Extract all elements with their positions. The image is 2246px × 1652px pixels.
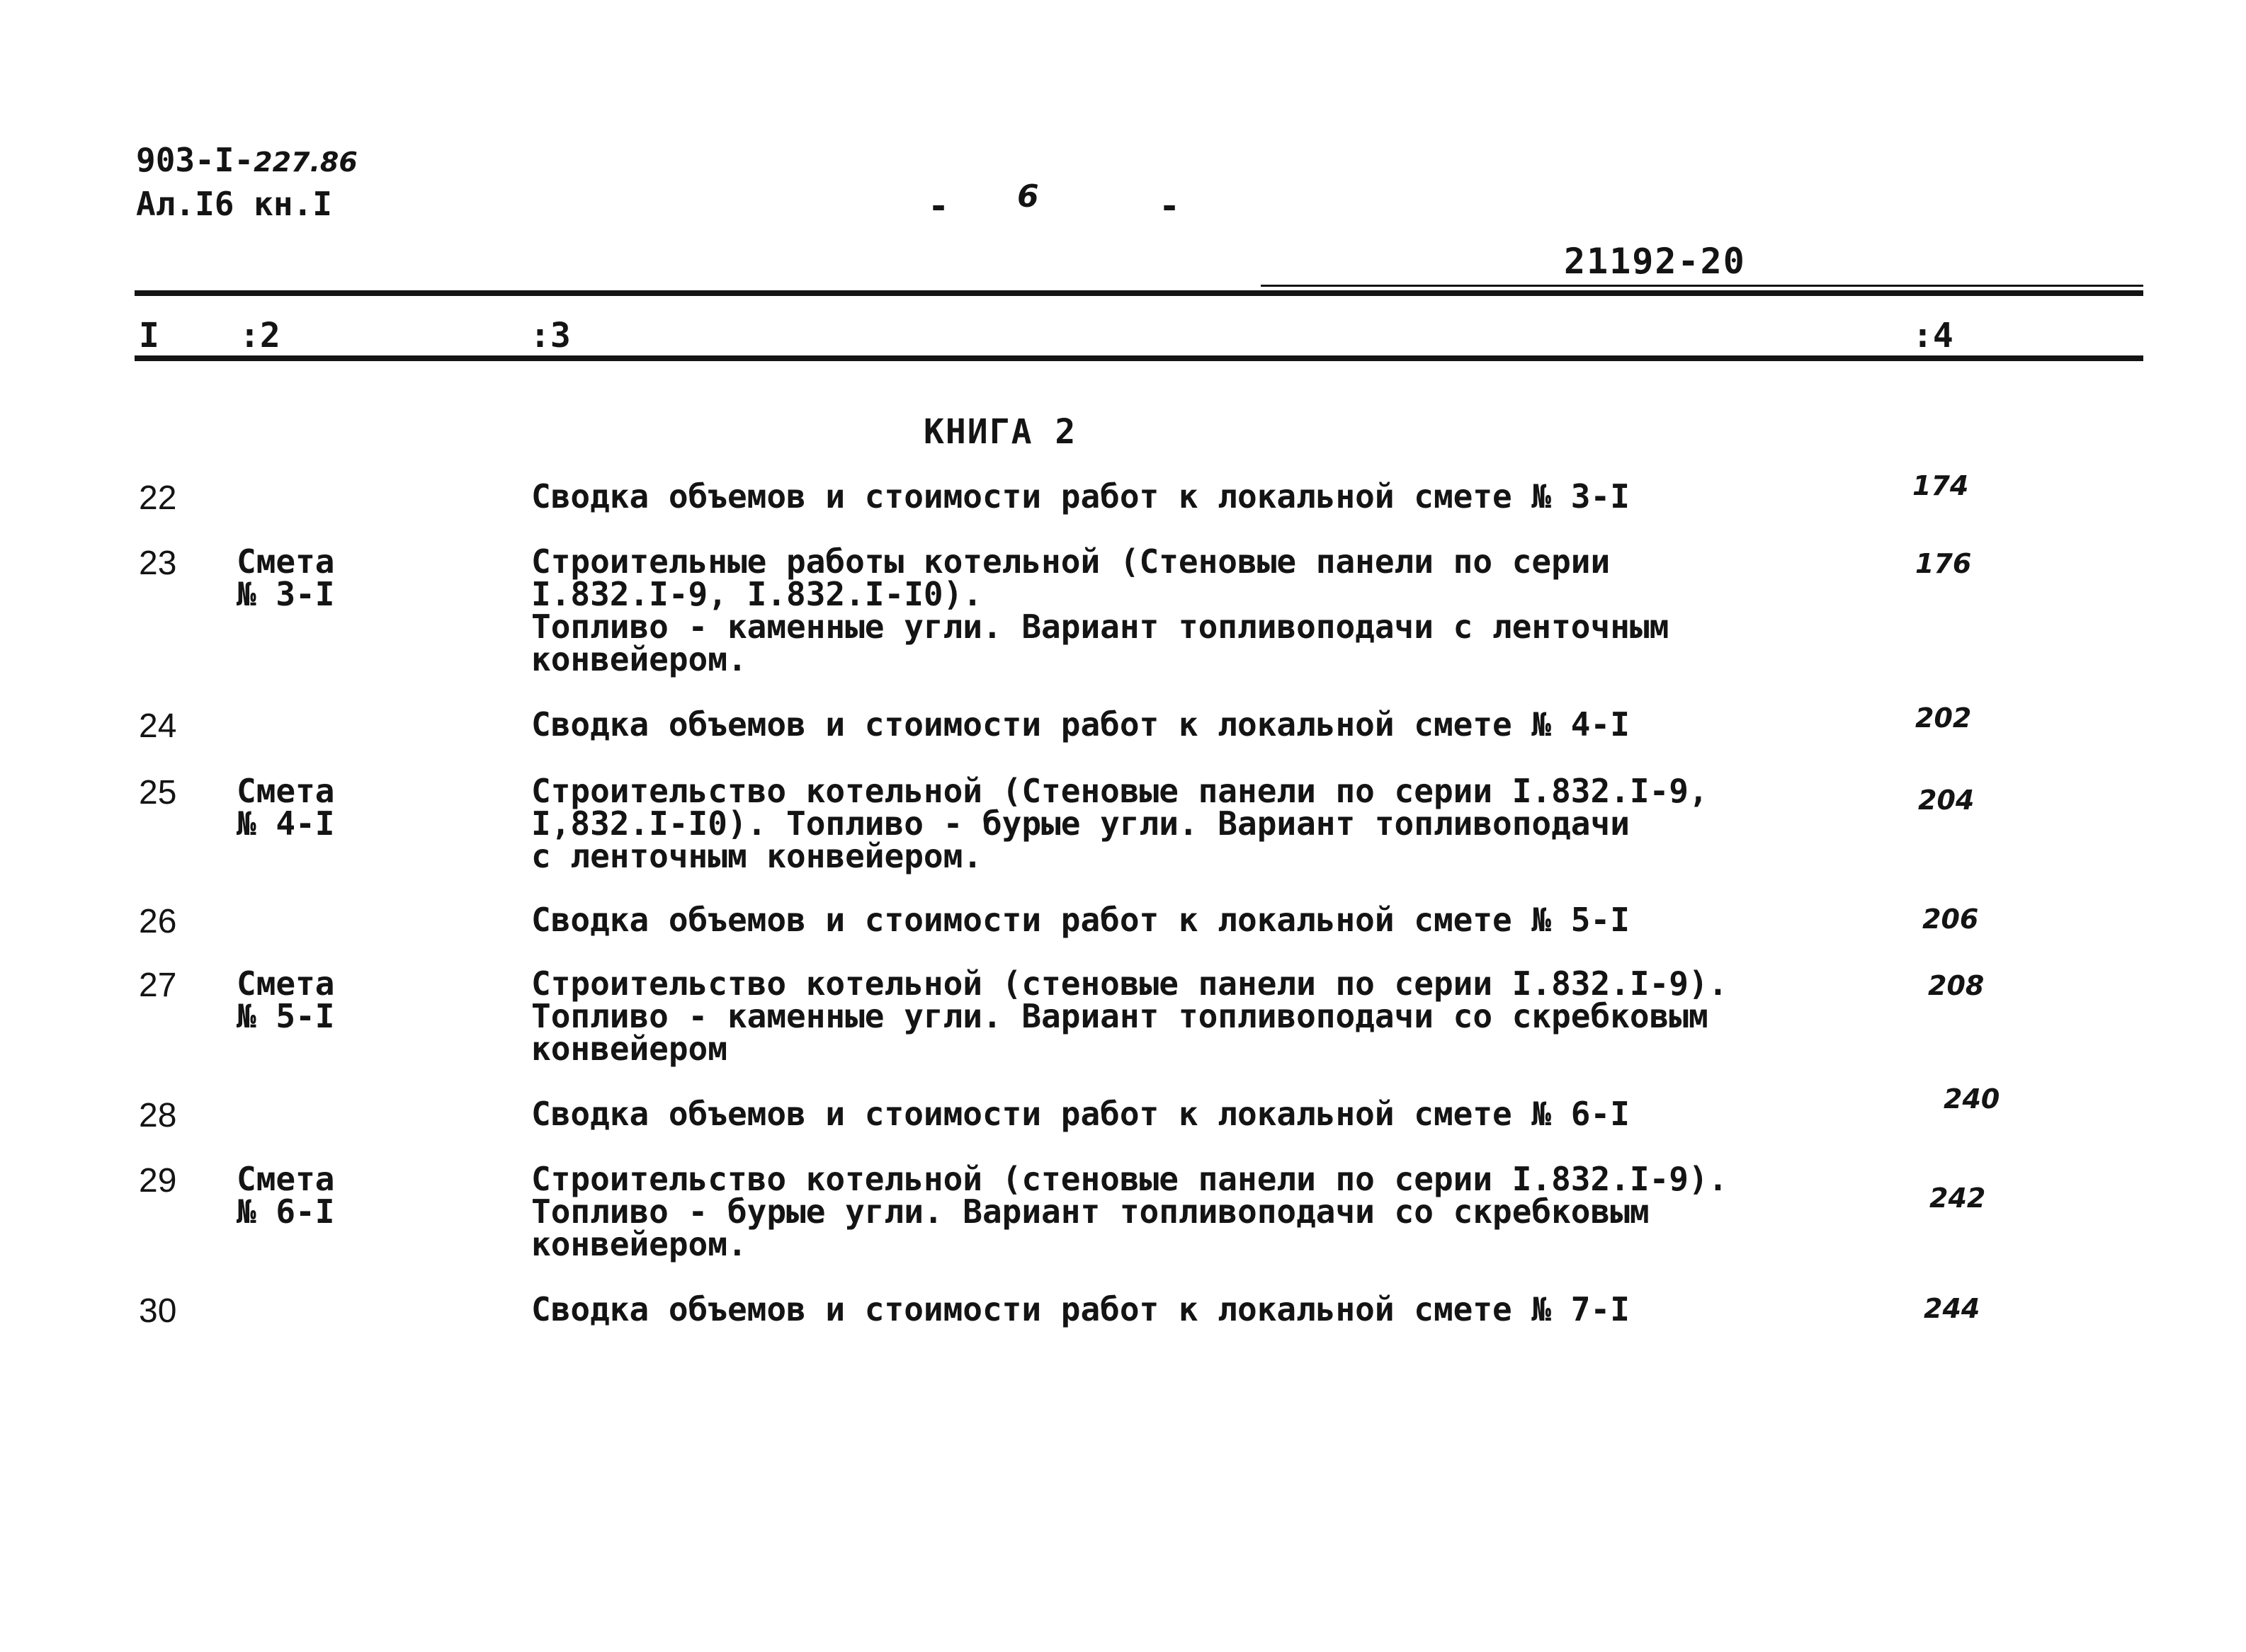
row-description: Строительные работы котельной (Стеновые панели по серии I.832.I-9, I.832.I-I0). Топливо - каменные угли. Вариант топливоподачи с ленточным конвейером. [531, 542, 1669, 678]
row-number: 22 [139, 479, 177, 517]
row-reference: Смета № 4-I [237, 772, 335, 843]
row-reference: Смета № 6-I [237, 1160, 335, 1231]
row-page-number: 202 [1915, 702, 1972, 734]
document-code-handwritten: 227.86 [254, 147, 358, 178]
row-description: Сводка объемов и стоимости работ к локальной смете № 4-I [531, 705, 1630, 744]
section-title: КНИГА 2 [924, 412, 1077, 452]
row-page-number: 206 [1922, 904, 1979, 935]
row-page-number: 176 [1915, 548, 1972, 579]
header-rule [135, 355, 2143, 361]
page-number: 6 [1017, 178, 1039, 215]
row-description: Сводка объемов и стоимости работ к локальной смете № 3-I [531, 477, 1630, 515]
document-code-prefix: 903-I- [136, 141, 254, 179]
row-reference: Смета № 5-I [237, 964, 335, 1035]
row-page-number: 174 [1912, 470, 1969, 501]
row-number: 25 [139, 774, 177, 811]
document-code [136, 142, 358, 181]
row-page-number: 204 [1918, 785, 1975, 816]
row-description: Сводка объемов и стоимости работ к локальной смете № 7-I [531, 1290, 1630, 1328]
row-number: 28 [139, 1097, 177, 1134]
page-dash-right: - [1159, 186, 1181, 227]
row-description: Сводка объемов и стоимости работ к локальной смете № 6-I [531, 1095, 1630, 1133]
row-page-number: 242 [1929, 1183, 1986, 1214]
row-number: 27 [139, 967, 177, 1004]
row-number: 23 [139, 545, 177, 582]
page-dash-left: - [928, 186, 950, 227]
sheet-label: Ал.I6 кн.I [136, 185, 332, 223]
row-page-number: 244 [1924, 1293, 1980, 1324]
row-number: 24 [139, 707, 177, 745]
row-description: Строительство котельной (стеновые панели по серии I.832.I-9). Топливо - каменные угли. Вариант топливоподачи со скребковым конвейером [531, 964, 1728, 1068]
row-number: 26 [139, 903, 177, 940]
row-description: Сводка объемов и стоимости работ к локальной смете № 5-I [531, 901, 1630, 939]
column-header-1: I [139, 316, 159, 355]
top-rule-thin [1261, 285, 2143, 287]
row-description: Строительство котельной (Стеновые панели по серии I.832.I-9, I,832.I-I0). Топливо - бурые угли. Вариант топливоподачи с ленточным конвейером. [531, 772, 1708, 875]
row-page-number: 240 [1944, 1083, 2000, 1115]
column-header-4: :4 [1912, 316, 1953, 355]
row-number: 29 [139, 1162, 177, 1200]
column-header-3: :3 [530, 316, 571, 355]
row-reference: Смета № 3-I [237, 542, 335, 613]
row-number: 30 [139, 1292, 177, 1330]
row-description: Строительство котельной (стеновые панели по серии I.832.I-9). Топливо - бурые угли. Вариант топливоподачи со скребковым конвейером. [531, 1160, 1728, 1263]
row-page-number: 208 [1928, 970, 1985, 1001]
stamp-number: 21192-20 [1564, 241, 1746, 282]
column-header-2: :2 [239, 316, 280, 355]
top-rule [135, 290, 2143, 296]
